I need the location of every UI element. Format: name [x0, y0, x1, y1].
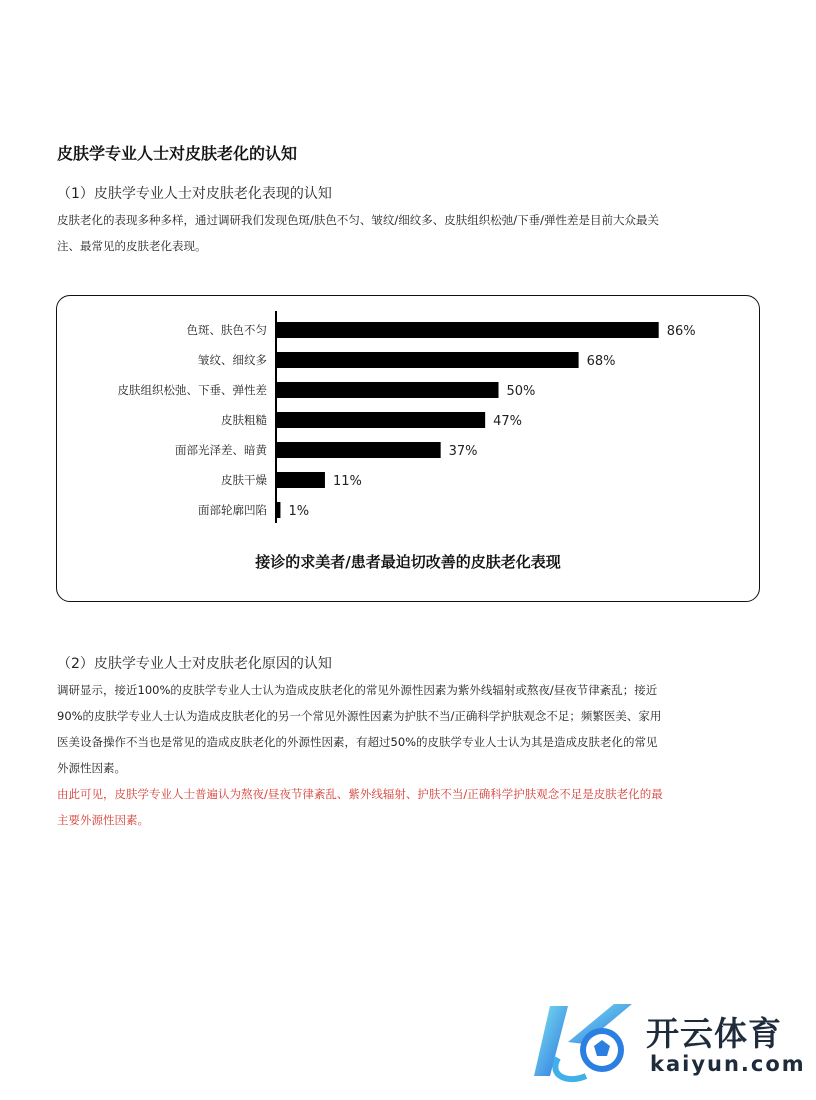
- section2-line: 医美设备操作不当也是常见的造成皮肤老化的外源性因素，有超过50%的皮肤学专业人士认为其是造成皮肤老化的常见: [57, 735, 658, 749]
- bar: [276, 472, 325, 488]
- logo-k-icon: [528, 996, 646, 1084]
- value-label: 50%: [506, 384, 536, 399]
- section2-paragraph: [57, 677, 765, 781]
- conclusion-line: 由此可见，皮肤学专业人士普遍认为熬夜/昼夜节律紊乱、紫外线辐射、护肤不当/正确科学护肤观念不足是皮肤老化的最: [57, 787, 663, 801]
- page-title: 皮肤学专业人士对皮肤老化的认知: [57, 144, 298, 163]
- value-label: 47%: [493, 414, 523, 429]
- category-label: 皱纹、细纹多: [198, 353, 267, 367]
- chart-title: 接诊的求美者/患者最迫切改善的皮肤老化表现: [255, 553, 561, 571]
- category-label: 皮肤干燥: [221, 473, 267, 487]
- value-label: 1%: [288, 504, 310, 519]
- section1-line: 注、最常见的皮肤老化表现。: [57, 239, 207, 253]
- category-label: 皮肤粗糙: [221, 413, 267, 427]
- bar: [276, 502, 280, 518]
- category-label: 面部光泽差、暗黄: [175, 443, 267, 457]
- bar: [276, 412, 485, 428]
- bar-chart-panel: [56, 295, 760, 602]
- section2-line: 90%的皮肤学专业人士认为造成皮肤老化的另一个常见外源性因素为护肤不当/正确科学护肤观念不足；频繁医美、家用: [57, 709, 662, 723]
- brand-logo: [528, 996, 808, 1084]
- value-label: 86%: [666, 324, 696, 339]
- bar-chart: [57, 296, 761, 546]
- section2-line: 调研显示，接近100%的皮肤学专业人士认为造成皮肤老化的常见外源性因素为紫外线辐射或熬夜/昼夜节律紊乱；接近: [57, 683, 658, 697]
- logo-name-en: kaiyun.com: [650, 1052, 806, 1076]
- section2-heading: （2）皮肤学专业人士对皮肤老化原因的认知: [57, 656, 332, 672]
- bar: [276, 322, 659, 338]
- bar: [276, 442, 441, 458]
- bar: [276, 352, 579, 368]
- category-label: 色斑、肤色不匀: [186, 323, 267, 337]
- category-label: 面部轮廓凹陷: [198, 503, 267, 517]
- value-label: 37%: [448, 444, 478, 459]
- category-label: 皮肤组织松弛、下垂、弹性差: [117, 383, 267, 397]
- conclusion-paragraph: [57, 781, 765, 833]
- section2-line: 外源性因素。: [57, 761, 126, 775]
- conclusion-line: 主要外源性因素。: [57, 813, 149, 827]
- value-label: 68%: [586, 354, 616, 369]
- section1-line: 皮肤老化的表现多种多样，通过调研我们发现色斑/肤色不匀、皱纹/细纹多、皮肤组织松弛/下垂/弹性差是目前大众最关: [57, 213, 659, 227]
- value-label: 11%: [332, 474, 362, 489]
- logo-name-cn: 开云体育: [646, 1014, 782, 1053]
- bar: [276, 382, 499, 398]
- section1-paragraph: [57, 207, 765, 259]
- section1-heading: （1）皮肤学专业人士对皮肤老化表现的认知: [57, 186, 332, 202]
